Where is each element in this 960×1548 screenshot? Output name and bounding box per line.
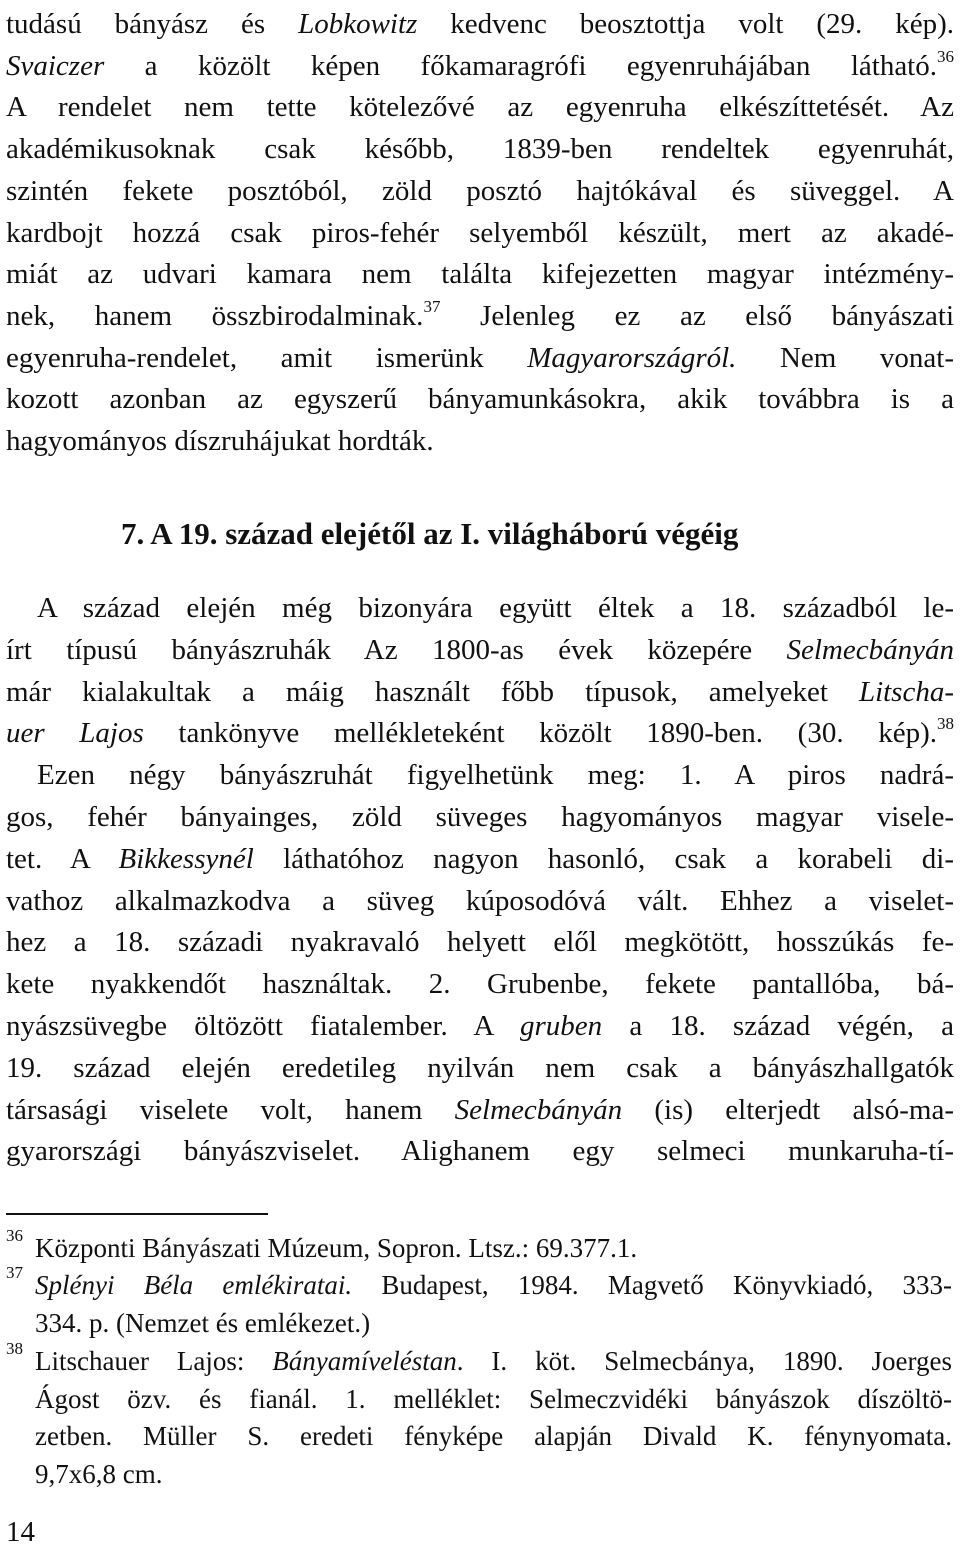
text-line bbox=[6, 254, 954, 294]
text-run: írt típusú bányászruhák Az 1800-as évek közepére bbox=[6, 633, 787, 666]
text-run: Ágost özv. és fianál. 1. melléklet: Selmeczvidéki bányászok díszöltö- bbox=[35, 1383, 952, 1414]
text-line bbox=[6, 379, 954, 419]
text-run: egyenruha-rendelet, amit ismerünk bbox=[6, 341, 528, 374]
text-run: kedvenc beosztottja volt (29. kép). bbox=[417, 8, 954, 40]
footnote-reference: 38 bbox=[937, 714, 954, 734]
text-run: a 18. század végén, a bbox=[602, 1010, 954, 1042]
text-run: gos, fehér bányainges, zöld süveges hagyományos magyar visele- bbox=[6, 801, 954, 833]
footnote-number: 37 bbox=[6, 1263, 23, 1282]
text-line bbox=[6, 171, 954, 211]
text-run: 19. század elején eredetileg nyilván nem csak a bányászhallgatók bbox=[6, 1051, 954, 1084]
text-run: kardbojt hozzá csak piros-fehér selyemből készült, mert az akadé- bbox=[6, 216, 954, 249]
text-line bbox=[6, 87, 954, 127]
text-run: vathoz alkalmazkodva a süveg kúposodóvá vált. Ehhez a viselet- bbox=[6, 884, 954, 917]
text-run: Nem vonat- bbox=[736, 341, 954, 374]
text-run: 9,7x6,8 cm. bbox=[35, 1458, 163, 1489]
text-line bbox=[6, 1090, 954, 1130]
text-run: nek, hanem összbirodalminak. bbox=[6, 299, 424, 332]
text-line bbox=[37, 755, 954, 795]
text-run: uer Lajos bbox=[6, 717, 144, 750]
text-run: láthatóhoz nagyon hasonló, csak a korabeli di- bbox=[253, 842, 954, 875]
text-run: Selmecbányán bbox=[454, 1093, 623, 1126]
footnote-separator bbox=[6, 1213, 268, 1215]
text-run: Svaiczer bbox=[6, 49, 105, 82]
text-run: gyarországi bányászviselet. Alighanem egy selmeci munkaruha-tí- bbox=[6, 1135, 954, 1168]
text-run: hez a 18. századi nyakravaló helyett elől megkötött, hosszúkás fe- bbox=[6, 926, 954, 959]
text-run: nyászsüvegbe öltözött fiatalember. A bbox=[6, 1010, 520, 1042]
text-run: zetben. Müller S. eredeti fényképe alapján Divald K. fénynyomata. bbox=[35, 1421, 952, 1451]
text-run: (is) elterjedt alsó-ma- bbox=[622, 1093, 954, 1126]
text-run: Bikkessynél bbox=[118, 842, 254, 875]
footnote-line bbox=[35, 1305, 952, 1341]
text-line bbox=[6, 713, 954, 753]
text-line bbox=[6, 672, 954, 712]
text-run: akadémikusoknak csak később, 1839-ben rendeltek egyenruhát, bbox=[6, 133, 954, 166]
text-run: kete nyakkendőt használtak. 2. Grubenbe, fekete pantallóba, bá- bbox=[6, 968, 954, 1001]
text-line bbox=[6, 881, 954, 921]
text-run: tudású bányász és bbox=[6, 8, 299, 40]
text-run: kozott azonban az egyszerű bányamunkásokra, akik továbbra is a bbox=[6, 383, 954, 416]
text-run: A század elején még bizonyára együtt éltek a 18. századból le- bbox=[37, 592, 954, 624]
text-run: Splényi Béla emlékiratai. bbox=[35, 1270, 353, 1300]
text-run: tet. A bbox=[6, 842, 119, 875]
text-line bbox=[6, 1048, 954, 1088]
footnote-line bbox=[35, 1418, 952, 1454]
text-line bbox=[6, 4, 954, 44]
text-run: miát az udvari kamara nem találta kifejezetten magyar intézmény- bbox=[6, 258, 954, 291]
text-line bbox=[6, 797, 954, 837]
text-run: Lobkowitz bbox=[298, 8, 418, 40]
text-line bbox=[6, 129, 954, 169]
footnote-line bbox=[35, 1381, 952, 1417]
text-line bbox=[6, 1131, 954, 1171]
text-run: Litschauer Lajos: bbox=[35, 1346, 273, 1376]
text-line bbox=[6, 1006, 954, 1046]
text-line bbox=[6, 630, 954, 670]
text-run: hagyományos díszruhájukat hordták. bbox=[6, 425, 434, 457]
text-run: 334. p. (Nemzet és emlékezet.) bbox=[35, 1307, 371, 1338]
text-line bbox=[6, 964, 954, 1004]
text-run: a közölt képen főkamaragrófi egyenruhájában látható. bbox=[104, 49, 937, 82]
footnote-number: 36 bbox=[6, 1226, 23, 1245]
text-run: gruben bbox=[519, 1010, 603, 1042]
footnote-line bbox=[35, 1343, 952, 1379]
text-line bbox=[6, 922, 954, 962]
text-run: A rendelet nem tette kötelezővé az egyenruha elkészíttetését. Az bbox=[6, 91, 954, 124]
text-run: társasági viselete volt, hanem bbox=[6, 1093, 455, 1126]
footnote-number: 38 bbox=[6, 1339, 23, 1358]
text-run: Bányamíveléstan bbox=[272, 1346, 457, 1376]
text-run: Magyarországról. bbox=[527, 341, 737, 374]
text-run: Központi Bányászati Múzeum, Sopron. Ltsz.: 69.377.1. bbox=[35, 1233, 638, 1263]
text-run: Jelenleg ez az első bányászati bbox=[440, 299, 954, 332]
footnote-reference: 36 bbox=[937, 46, 954, 66]
text-line bbox=[37, 588, 954, 628]
footnote-reference: 37 bbox=[423, 296, 441, 316]
text-run: Budapest, 1984. Magvető Könyvkiadó, 333- bbox=[352, 1270, 952, 1300]
text-line bbox=[6, 46, 954, 86]
text-run: tankönyve mellékleteként közölt 1890-ben. (30. kép). bbox=[143, 717, 937, 750]
text-run: Ezen négy bányászruhát figyelhetünk meg: 1. A piros nadrá- bbox=[37, 759, 954, 792]
page-number: 14 bbox=[6, 1516, 35, 1548]
text-line bbox=[6, 839, 954, 879]
text-run: . I. köt. Selmecbánya, 1890. Joerges bbox=[456, 1346, 952, 1376]
text-line bbox=[6, 213, 954, 253]
footnote-line bbox=[35, 1456, 952, 1492]
text-run: Selmecbányán bbox=[786, 633, 954, 666]
text-run: Litscha- bbox=[858, 675, 954, 708]
text-line bbox=[6, 296, 954, 336]
footnote-line bbox=[35, 1267, 952, 1303]
text-line bbox=[6, 421, 954, 461]
text-run: szintén fekete posztóból, zöld posztó hajtókával és süveggel. A bbox=[6, 174, 954, 207]
footnote-line bbox=[35, 1230, 952, 1266]
text-line bbox=[6, 338, 954, 378]
text-run: már kialakultak a máig használt főbb típusok, amelyeket bbox=[6, 675, 859, 708]
section-heading: 7. A 19. század elejétől az I. világháború végéig bbox=[121, 516, 739, 551]
